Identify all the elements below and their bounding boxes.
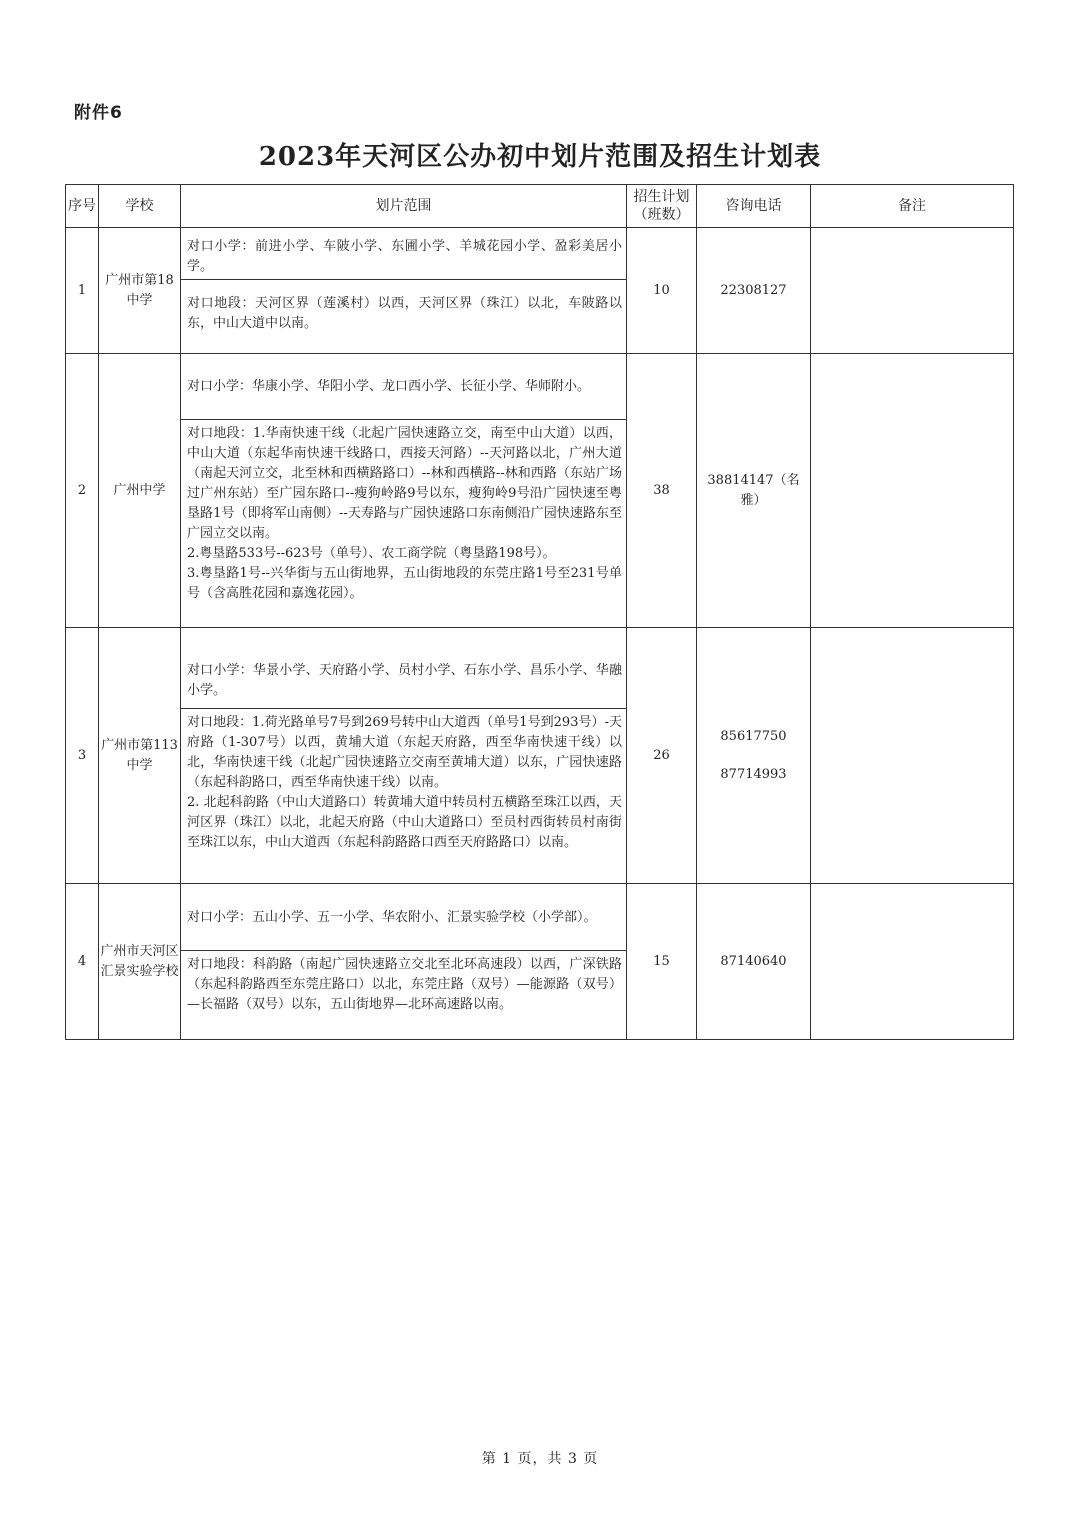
row-scope [181, 884, 627, 1040]
row-phone: 22308127 [697, 228, 811, 354]
header-school: 学校 [99, 185, 181, 228]
row-seq: 3 [66, 628, 99, 884]
row-plan: 10 [627, 228, 697, 354]
enrollment-plan-table [65, 184, 1014, 1040]
row-plan: 15 [627, 884, 697, 1040]
row-area: 对口地段：天河区界（莲溪村）以西，天河区界（珠江）以北，车陂路以东，中山大道中以南。 [181, 279, 626, 348]
table-row [66, 354, 1014, 628]
header-plan: 招生计划（班数） [627, 185, 697, 228]
row-primary-schools: 对口小学：前进小学、车陂小学、东圃小学、羊城花园小学、盈彩美居小学。 [187, 239, 622, 274]
row-remark [811, 884, 1014, 1040]
header-remark: 备注 [811, 185, 1014, 228]
row-area: 对口地段：1.荷光路单号7号到269号转中山大道西（单号1号到293号）-天府路（1-307号）以西，黄埔大道（东起天府路，西至华南快速干线）以北，华南快速干线（北起广园快速路立交南至黄埔大道）以东，广园快速路（东起科韵路口，西至华南快速干线）以南。 2. 北起科韵路（中山大道路口）转黄埔大道中转员村五横路至珠江以西，天河区界（珠江）以北，北起天府路（中山大道路口）至员村西街转员村南街至珠江以东，中山大道西（东起科韵路路口西至天府路路口）以南。 [181, 708, 626, 857]
row-phone-2: 87714993 [720, 766, 787, 782]
header-scope: 划片范围 [181, 185, 627, 228]
row-seq: 2 [66, 354, 99, 628]
table-row [66, 628, 1014, 884]
table-header-row [66, 185, 1014, 228]
row-remark [811, 228, 1014, 354]
row-phone: 38814147（名雅） [697, 354, 811, 628]
row-plan: 38 [627, 354, 697, 628]
row-primary-schools: 对口小学：华景小学、天府路小学、员村小学、石东小学、昌乐小学、华融小学。 [187, 663, 622, 698]
row-school: 广州市天河区汇景实验学校 [99, 884, 181, 1040]
row-school: 广州市第18中学 [99, 228, 181, 354]
row-phone-1: 85617750 [720, 728, 787, 744]
row-remark [811, 628, 1014, 884]
table-row [66, 228, 1014, 354]
row-primary-schools: 对口小学：五山小学、五一小学、华农附小、汇景实验学校（小学部）。 [187, 910, 597, 925]
row-seq: 1 [66, 228, 99, 354]
row-scope [181, 228, 627, 354]
page-title: 2023年天河区公办初中划片范围及招生计划表 [258, 142, 822, 172]
row-school: 广州市第113中学 [99, 628, 181, 884]
header-phone: 咨询电话 [697, 185, 811, 228]
row-scope [181, 354, 627, 628]
header-seq: 序号 [66, 185, 99, 228]
row-remark [811, 354, 1014, 628]
row-phone: 87140640 [697, 884, 811, 1040]
attachment-label: 附件6 [74, 103, 123, 123]
page-footer: 第 1 页，共 3 页 [481, 1451, 599, 1467]
row-seq: 4 [66, 884, 99, 1040]
row-area: 对口地段：1.华南快速干线（北起广园快速路立交，南至中山大道）以西，中山大道（东起华南快速干线路口，西接天河路）--天河路以北，广州大道（南起天河立交，北至林和西横路路口）--林和西横路--林和西路（东站广场过广州东站）至广园东路口--瘦狗岭路9号以东，瘦狗岭9号沿广园快速至粤垦路1号（即将军山南侧）--天寿路与广园快速路口东南侧沿广园快速路东至广园立交以南。 2.粤垦路533号--623号（单号）、农工商学院（粤垦路198号）。 3.粤垦路1号--兴华街与五山街地界，五山街地段的东莞庄路1号至231号单号（含高胜花园和嘉逸花园）。 [181, 419, 626, 608]
row-phone [697, 628, 811, 884]
row-scope [181, 628, 627, 884]
row-area: 对口地段：科韵路（南起广园快速路立交北至北环高速段）以西，广深铁路（东起科韵路西至东莞庄路口）以北，东莞庄路（双号）—能源路（双号）—长福路（双号）以东，五山街地界—北环高速路以南。 [181, 950, 626, 1019]
row-school: 广州中学 [99, 354, 181, 628]
row-primary-schools: 对口小学：华康小学、华阳小学、龙口西小学、长征小学、华师附小。 [187, 379, 591, 394]
table-row [66, 884, 1014, 1040]
row-plan: 26 [627, 628, 697, 884]
